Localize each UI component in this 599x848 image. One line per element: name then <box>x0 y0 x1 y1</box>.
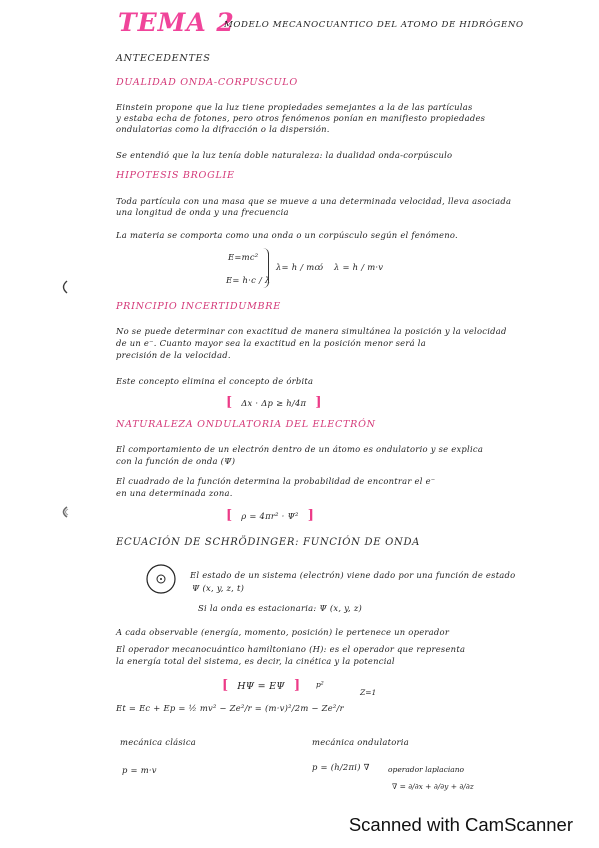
dualidad-line-3: ondulatorias como la difracción o la dispersión. <box>116 124 330 134</box>
broglie-line-1: Toda partícula con una masa que se mueve a una determinada velocidad, lleva asociada <box>116 196 512 206</box>
broglie-line-2: una longitud de onda y una frecuencia <box>116 207 289 217</box>
dualidad-extra: Se entendió que la luz tenía doble naturaleza: la dualidad onda-corpúsculo <box>116 150 453 160</box>
classical-label: mecánica clásica <box>120 737 197 747</box>
incertidumbre-line-3: precisión de la velocidad. <box>116 350 231 360</box>
tema-subtitle: MODELO MECANOCUANTICO DEL ATOMO DE HIDRÓGENO <box>224 20 524 30</box>
incertidumbre-formula: Δx · Δp ≥ h/4π <box>241 398 307 408</box>
schrodinger-heading: ECUACIÓN DE SCHRÖDINGER: FUNCIÓN DE ONDA <box>116 537 421 548</box>
dualidad-heading: DUALIDAD ONDA-CORPUSCULO <box>116 77 298 88</box>
equation-brace <box>262 248 269 288</box>
atom-icon <box>144 562 178 596</box>
schrodinger-formula-wrap <box>222 674 300 693</box>
bracket-open: [ <box>226 395 233 410</box>
schrodinger-formula: HΨ = EΨ <box>237 681 285 692</box>
broglie-extra: La materia se comporta como una onda o un corpúsculo según el fenómeno. <box>116 230 458 240</box>
bracket-open: [ <box>226 508 233 523</box>
naturaleza-line2-2: en una determinada zona. <box>116 488 233 498</box>
incertidumbre-line-1: No se puede determinar con exactitud de manera simultánea la posición y la velocidad <box>116 326 507 336</box>
energy-superscript-z: Z=1 <box>360 688 377 697</box>
incertidumbre-formula-wrap <box>226 391 322 410</box>
energy-superscript-p: p² <box>316 680 324 689</box>
incertidumbre-heading: PRINCIPIO INCERTIDUMBRE <box>116 301 281 312</box>
naturaleza-line-2: con la función de onda (Ψ) <box>116 456 236 466</box>
bracket-close: ] <box>307 508 314 523</box>
incertidumbre-line-2: de un e⁻. Cuanto mayor sea la exactitud en la posición menor será la <box>116 338 426 348</box>
naturaleza-formula: ρ = 4πr² · Ψ² <box>241 511 299 521</box>
broglie-eq-4: λ = h / m·v <box>334 262 384 272</box>
naturaleza-line-1: El comportamiento de un electrón dentro de un átomo es ondulatorio y se explica <box>116 444 484 454</box>
tema-title: TEMA 2 <box>118 8 235 37</box>
incertidumbre-extra: Este concepto elimina el concepto de órbita <box>116 376 314 386</box>
energy-equation: Et = Ec + Ep = ½ mv² − Ze²/r = (m·v)²/2m − Ze²/r <box>116 703 344 713</box>
schrodinger-op-3: la energía total del sistema, es decir, la cinética y la potencial <box>116 656 395 666</box>
quantum-label: mecánica ondulatoria <box>312 737 409 747</box>
bracket-close: ] <box>293 678 301 693</box>
naturaleza-formula-wrap <box>226 504 314 523</box>
dualidad-line-1: Einstein propone que la luz tiene propiedades semejantes a la de las partículas <box>116 102 473 112</box>
broglie-eq-3: λ= h / mc <box>276 262 320 272</box>
schrodinger-state-1: El estado de un sistema (electrón) viene dado por una función de estado <box>190 570 516 580</box>
scanner-watermark: Scanned with CamScanner <box>348 814 573 835</box>
dualidad-line-2: y estaba echa de fotones, pero otros fenómenos ponían en manifiesto propiedades <box>116 113 486 123</box>
broglie-eq-3b: ó <box>318 262 324 272</box>
laplacian-label: operador laplaciano <box>388 765 465 774</box>
broglie-eq-1: E=mc² <box>228 252 259 262</box>
classical-eq: p = m·v <box>122 765 157 775</box>
quantum-eq: p = (h/2πi) ∇ <box>312 762 370 772</box>
broglie-heading: HIPOTESIS BROGLIE <box>116 170 235 181</box>
naturaleza-line2-1: El cuadrado de la función determina la probabilidad de encontrar el e⁻ <box>116 476 436 486</box>
schrodinger-op-2: El operador mecanocuántico hamiltoniano (H): es el operador que representa <box>116 644 466 654</box>
naturaleza-heading: NATURALEZA ONDULATORIA DEL ELECTRÓN <box>116 419 376 430</box>
schrodinger-state-2: Ψ (x, y, z, t) <box>192 583 245 593</box>
broglie-eq-2: E= h·c / λ <box>226 275 271 285</box>
laplacian-eq: ∇ = ∂/∂x + ∂/∂y + ∂/∂z <box>392 782 474 791</box>
antecedentes-heading: ANTECEDENTES <box>116 53 211 64</box>
punch-hole-mark-1 <box>58 279 70 295</box>
bracket-open: [ <box>222 678 229 693</box>
punch-hole-mark-2 <box>58 505 70 519</box>
schrodinger-op-1: A cada observable (energía, momento, posición) le pertenece un operador <box>116 627 450 637</box>
schrodinger-state-3: Si la onda es estacionaria: Ψ (x, y, z) <box>198 603 363 613</box>
bracket-close: ] <box>315 395 322 410</box>
